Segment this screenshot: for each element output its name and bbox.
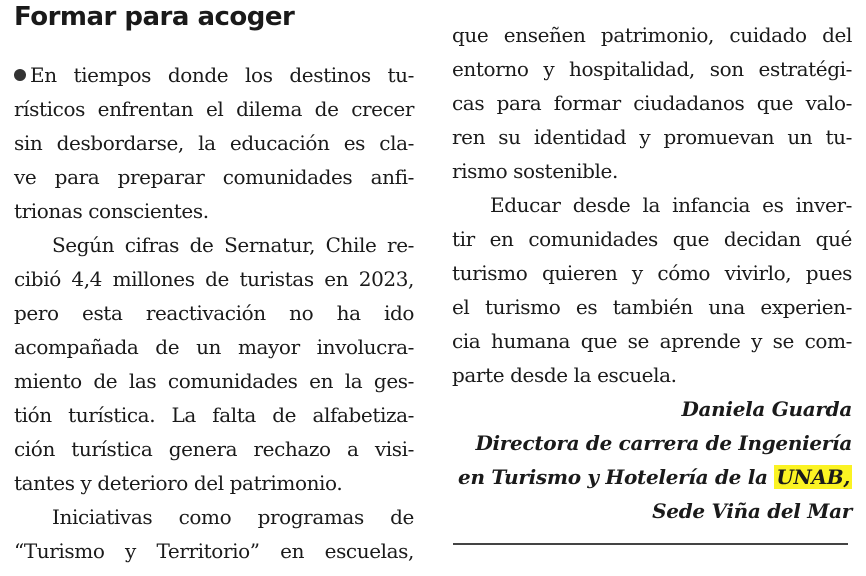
text-line: tantes y deterioro del patrimonio. [14,471,343,495]
text-line: Según cifras de Sernatur, Chile re- [52,233,414,257]
text-line: “Turismo y Territorio” en escuelas, [14,539,414,563]
text-line: Educar desde la infancia es inver- [490,193,852,217]
text-line: rísticos enfrentan el dilema de crecer [14,97,414,121]
author-signature [452,392,852,528]
text-line: turismo quieren y cómo vivirlo, pues [452,261,852,285]
highlighted-institution: UNAB, [776,465,850,489]
divider-rule [453,543,848,545]
text-line: miento de las comunidades en la ges- [14,369,414,393]
text-line-content: En tiempos donde los destinos tu- [30,63,414,87]
text-line: parte desde la escuela. [452,363,677,387]
author-role-line: Directora de carrera de Ingeniería [475,431,852,455]
text-line: cibió 4,4 millones de turistas en 2023, [14,267,414,291]
text-line: ción turística genera rechazo a visi- [14,437,414,461]
text-line: rismo sostenible. [452,159,618,183]
author-role-text: en Turismo y Hotelería de la [458,465,775,489]
text-line: pero esta reactivación no ha ido [14,301,414,325]
text-line: entorno y hospitalidad, son estratégi- [452,57,852,81]
right-column [452,18,852,528]
text-line: cas para formar ciudadanos que valo- [452,91,852,115]
left-column [14,58,414,568]
article-title: Formar para acoger [14,2,295,32]
author-name: Daniela Guarda [681,397,852,421]
bullet-icon [14,69,26,81]
text-line: ren su identidad y promuevan un tu- [452,125,852,149]
text-line: tión turística. La falta de alfabetiza- [14,403,414,427]
text-line: ve para preparar comunidades anfi- [14,165,414,189]
text-line: tir en comunidades que decidan qué [452,227,852,251]
text-line: Iniciativas como programas de [52,505,414,529]
text-line [14,58,414,92]
text-line: el turismo es también una experien- [452,295,852,319]
text-line: sin desbordarse, la educación es cla- [14,131,414,155]
author-role-line [452,460,852,494]
text-line: acompañada de un mayor involucra- [14,335,414,359]
text-line: que enseñen patrimonio, cuidado del [452,23,852,47]
text-line: trionas conscientes. [14,199,209,223]
author-location: Sede Viña del Mar [652,499,852,523]
text-line: cia humana que se aprende y se com- [452,329,852,353]
